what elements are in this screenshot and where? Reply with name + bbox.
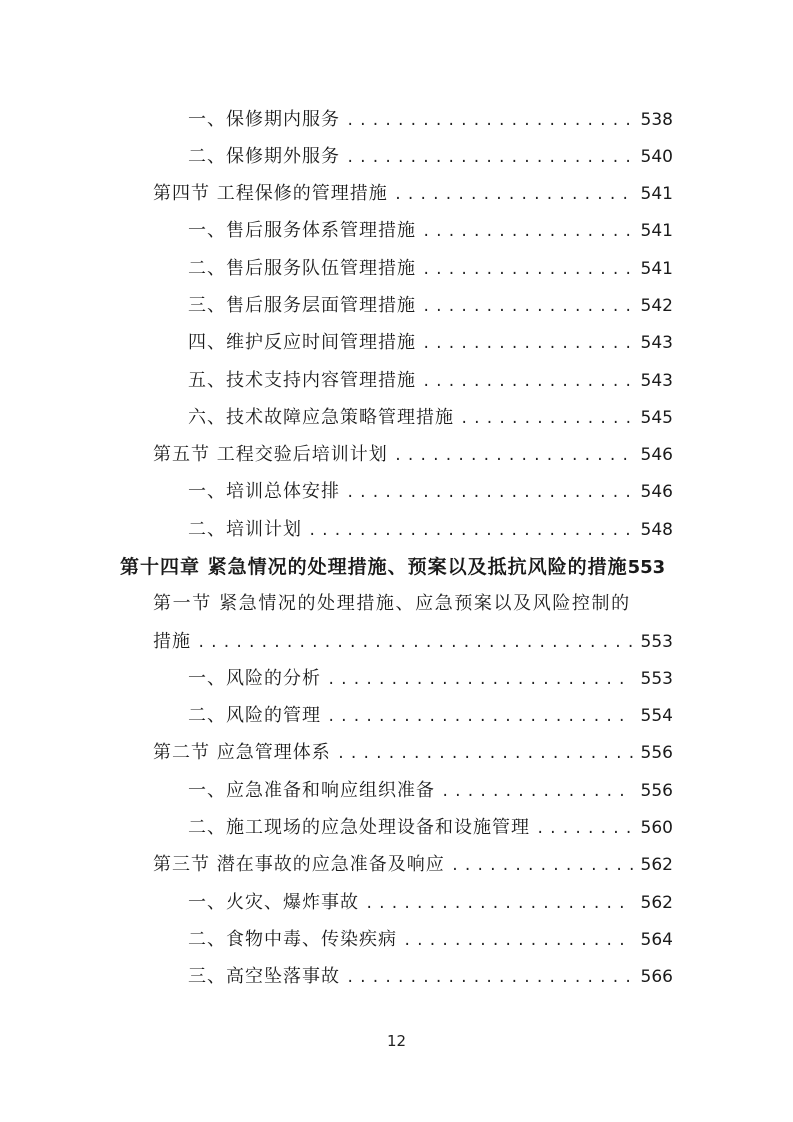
toc-entry[interactable]: [188, 254, 673, 284]
toc-entry-page: 546: [640, 482, 673, 502]
dot-leader: [394, 180, 633, 210]
toc-entry[interactable]: [188, 701, 673, 731]
toc-entry[interactable]: [153, 179, 673, 209]
toc-entry-title: 二、保修期外服务: [188, 146, 340, 167]
toc-entry-title: 三、高空坠落事故: [188, 966, 340, 987]
toc-entry-title: 六、技术故障应急策略管理措施: [188, 407, 454, 428]
toc-entry-title: 一、应急准备和响应组织准备: [188, 780, 435, 801]
toc-entry-page: 545: [640, 408, 673, 428]
toc-entry-page: 541: [640, 259, 673, 279]
toc-entry-title: 第三节 潜在事故的应急准备及响应: [153, 854, 445, 875]
toc-entry[interactable]: [188, 664, 673, 694]
toc-entry-page: 562: [640, 855, 673, 875]
toc-entry-title: 二、培训计划: [188, 519, 302, 540]
toc-entry[interactable]: [188, 813, 673, 843]
toc-entry-page: 546: [640, 445, 673, 465]
dot-leader: [346, 106, 633, 136]
toc-entry[interactable]: [188, 776, 673, 806]
toc-entry[interactable]: [153, 738, 673, 768]
dot-leader: [422, 292, 633, 322]
toc-entry-page: 566: [640, 967, 673, 987]
dot-leader: [346, 478, 633, 508]
toc-entry-title: 一、火灾、爆炸事故: [188, 892, 359, 913]
toc-entry[interactable]: [188, 925, 673, 955]
dot-leader: [346, 963, 633, 993]
toc-entry-page: 541: [640, 184, 673, 204]
toc-entry-title: 四、维护反应时间管理措施: [188, 332, 416, 353]
toc-entry[interactable]: [188, 515, 673, 545]
toc-chapter-entry[interactable]: [120, 552, 697, 582]
dot-leader: [451, 851, 633, 881]
toc-entry-title: 一、售后服务体系管理措施: [188, 220, 416, 241]
toc-entry-title: 一、风险的分析: [188, 668, 321, 689]
toc-entry-page: 543: [640, 371, 673, 391]
dot-leader: [460, 404, 633, 434]
dot-leader: [536, 814, 633, 844]
dot-leader: [441, 777, 633, 807]
dot-leader: [327, 702, 633, 732]
toc-entry-title: 二、风险的管理: [188, 705, 321, 726]
toc-entry-page: 560: [640, 818, 673, 838]
toc-entry-page: 548: [640, 520, 673, 540]
dot-leader: [422, 367, 633, 397]
toc-entry-page: 556: [640, 781, 673, 801]
toc-entry-title: 一、保修期内服务: [188, 109, 340, 130]
toc-entry[interactable]: [188, 328, 673, 358]
dot-leader: [422, 329, 633, 359]
toc-entry[interactable]: [188, 142, 673, 172]
toc-entry-continuation[interactable]: [153, 627, 673, 657]
toc-entry-title: 措施: [153, 631, 191, 652]
toc-entry-page: 564: [640, 930, 673, 950]
toc-entry-page: 543: [640, 333, 673, 353]
toc-entry-title: 第十四章 紧急情况的处理措施、预案以及抵抗风险的措施: [120, 556, 628, 578]
dot-leader: [197, 628, 633, 658]
toc-entry-title: 二、施工现场的应急处理设备和设施管理: [188, 817, 530, 838]
dot-leader: [346, 143, 633, 173]
toc-entry[interactable]: [188, 105, 673, 135]
dot-leader: [422, 255, 633, 285]
toc-entry-page: 542: [640, 296, 673, 316]
toc-entry-page: 538: [640, 110, 673, 130]
toc-entry-title: 五、技术支持内容管理措施: [188, 370, 416, 391]
toc-entry-title: 第五节 工程交验后培训计划: [153, 444, 388, 465]
toc-entry-title: 第四节 工程保修的管理措施: [153, 183, 388, 204]
toc-entry-title: 三、售后服务层面管理措施: [188, 295, 416, 316]
toc-entry-page: 553: [627, 557, 666, 578]
toc-entry-page: 556: [640, 743, 673, 763]
dot-leader: [422, 217, 633, 247]
toc-entry[interactable]: [188, 888, 673, 918]
dot-leader: [327, 665, 633, 695]
toc-entry[interactable]: [153, 850, 673, 880]
toc-entry-page: 540: [640, 147, 673, 167]
toc-entry-page: 553: [640, 669, 673, 689]
dot-leader: [337, 739, 633, 769]
dot-leader: [308, 516, 633, 546]
toc-entry[interactable]: [188, 291, 673, 321]
page-number: 12: [386, 1032, 407, 1050]
toc-entry[interactable]: [153, 440, 673, 470]
toc-entry-title: 第二节 应急管理体系: [153, 742, 331, 763]
toc-entry-page: 554: [640, 706, 673, 726]
toc-entry-page: 562: [640, 893, 673, 913]
toc-entry-first-line[interactable]: [153, 589, 673, 619]
toc-entry[interactable]: [188, 366, 673, 396]
toc-entry-title: 一、培训总体安排: [188, 481, 340, 502]
dot-leader: [365, 889, 633, 919]
toc-entry-title: 二、食物中毒、传染疾病: [188, 929, 397, 950]
toc-entry-page: 553: [640, 632, 673, 652]
toc-entry[interactable]: [188, 216, 673, 246]
dot-leader: [403, 926, 633, 956]
toc-entry[interactable]: [188, 962, 673, 992]
dot-leader: [394, 441, 633, 471]
toc-entry[interactable]: [188, 403, 673, 433]
toc-entry-title: 二、售后服务队伍管理措施: [188, 258, 416, 279]
toc-entry-page: 541: [640, 221, 673, 241]
toc-entry[interactable]: [188, 477, 673, 507]
toc-entry-title: 第一节 紧急情况的处理措施、应急预案以及风险控制的: [153, 593, 631, 614]
